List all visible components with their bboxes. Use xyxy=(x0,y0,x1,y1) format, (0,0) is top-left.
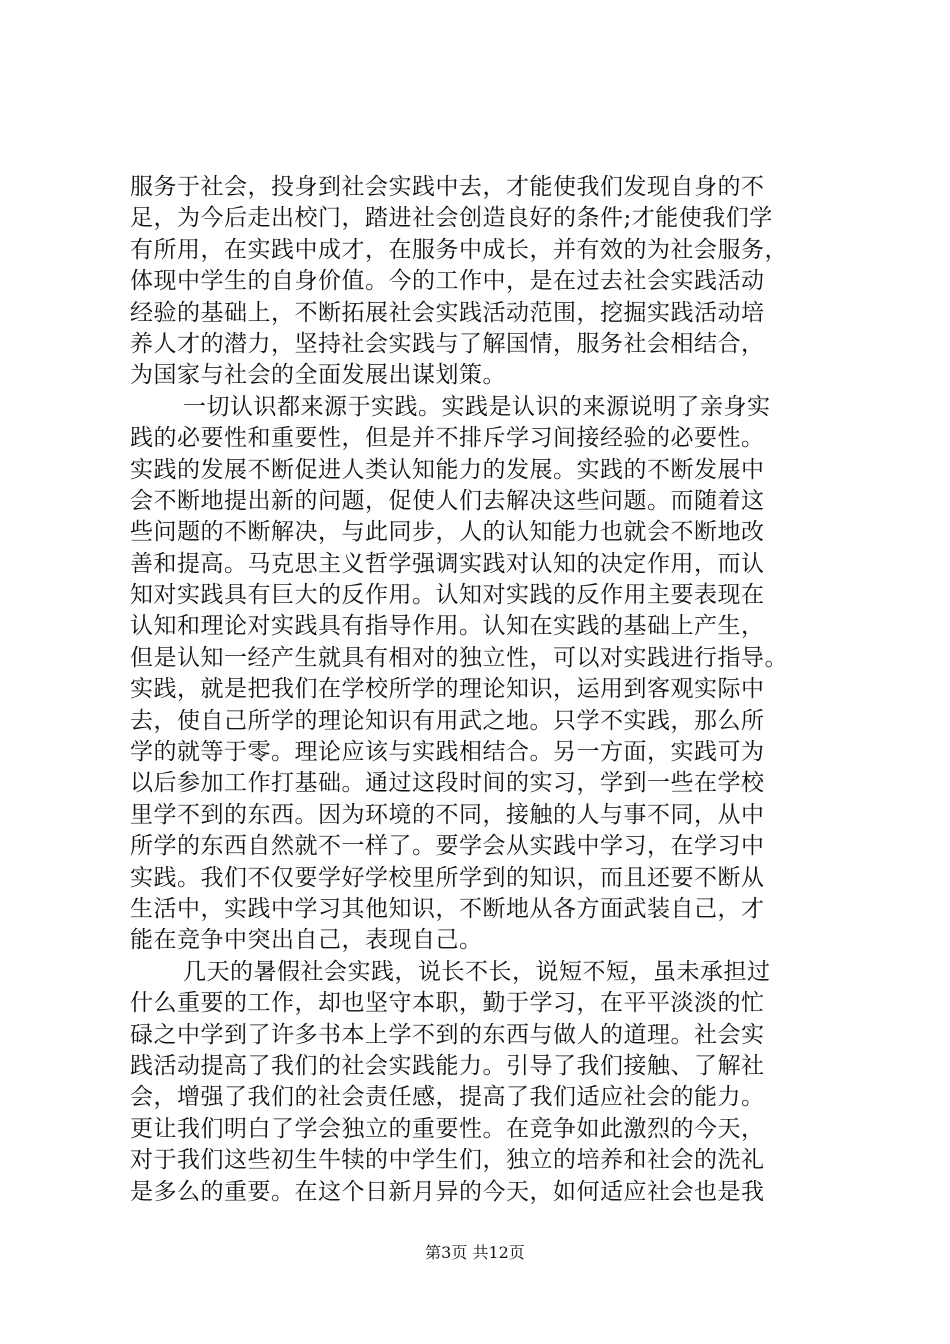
text-line: 认知和理论对实践具有指导作用。认知在实践的基础上产生， xyxy=(130,613,765,640)
text-line: 有所用，在实践中成才，在服务中成长，并有效的为社会服务， xyxy=(130,236,788,263)
text-line: 体现中学生的自身价值。今的工作中，是在过去社会实践活动 xyxy=(130,268,765,295)
text-line: 一切认识都来源于实践。实践是认识的来源说明了亲身实 xyxy=(183,393,771,420)
text-line: 养人才的潜力，坚持社会实践与了解国情，服务社会相结合， xyxy=(130,330,765,357)
text-line: 是多么的重要。在这个日新月异的今天，如何适应社会也是我 xyxy=(130,1178,765,1205)
text-line: 更让我们明白了学会独立的重要性。在竞争如此激烈的今天， xyxy=(130,1115,765,1142)
text-line: 会，增强了我们的社会责任感，提高了我们适应社会的能力。 xyxy=(130,1084,765,1111)
text-line: 里学不到的东西。因为环境的不同，接触的人与事不同，从中 xyxy=(130,801,765,828)
text-line: 践活动提高了我们的社会实践能力。引导了我们接触、了解社 xyxy=(130,1052,765,1079)
text-line: 去，使自己所学的理论知识有用武之地。只学不实践，那么所 xyxy=(130,707,765,734)
text-line: 对于我们这些初生牛犊的中学生们，独立的培养和社会的洗礼 xyxy=(130,1147,765,1174)
text-line: 服务于社会，投身到社会实践中去，才能使我们发现自身的不 xyxy=(130,174,765,200)
text-line: 所学的东西自然就不一样了。要学会从实践中学习，在学习中 xyxy=(130,833,765,860)
text-line: 几天的暑假社会实践，说长不长，说短不短，虽未承担过 xyxy=(183,958,771,985)
page-footer xyxy=(0,1243,950,1263)
text-line: 践的必要性和重要性，但是并不排斥学习间接经验的必要性。 xyxy=(130,425,765,452)
text-line: 经验的基础上，不断拓展社会实践活动范围，挖掘实践活动培 xyxy=(130,299,765,326)
text-line: 能在竞争中突出自己，表现自己。 xyxy=(130,927,483,954)
text-line: 什么重要的工作，却也坚守本职，勤于学习，在平平淡淡的忙 xyxy=(130,990,765,1017)
page-number: 第3页 共12页 xyxy=(425,1243,525,1262)
text-line: 实践。我们不仅要学好学校里所学到的知识，而且还要不断从 xyxy=(130,864,765,891)
text-line: 实践的发展不断促进人类认知能力的发展。实践的不断发展中 xyxy=(130,456,765,483)
text-line: 但是认知一经产生就具有相对的独立性，可以对实践进行指导。 xyxy=(130,644,788,671)
text-line: 些问题的不断解决，与此同步，人的认知能力也就会不断地改 xyxy=(130,519,765,546)
text-line: 生活中，实践中学习其他知识，不断地从各方面武装自己，才 xyxy=(130,895,765,922)
text-line: 足，为今后走出校门，踏进社会创造良好的条件;才能使我们学 xyxy=(130,205,773,232)
document-body xyxy=(130,172,830,1208)
text-line: 以后参加工作打基础。通过这段时间的实习，学到一些在学校 xyxy=(130,770,765,797)
text-line: 会不断地提出新的问题，促使人们去解决这些问题。而随着这 xyxy=(130,487,765,514)
text-line: 知对实践具有巨大的反作用。认知对实践的反作用主要表现在 xyxy=(130,582,765,609)
text-line: 善和提高。马克思主义哲学强调实践对认知的决定作用，而认 xyxy=(130,550,765,577)
text-line: 实践，就是把我们在学校所学的理论知识，运用到客观实际中 xyxy=(130,676,765,703)
text-line: 碌之中学到了许多书本上学不到的东西与做人的道理。社会实 xyxy=(130,1021,765,1048)
text-line: 学的就等于零。理论应该与实践相结合。另一方面，实践可为 xyxy=(130,739,765,766)
text-line: 为国家与社会的全面发展出谋划策。 xyxy=(130,362,506,389)
